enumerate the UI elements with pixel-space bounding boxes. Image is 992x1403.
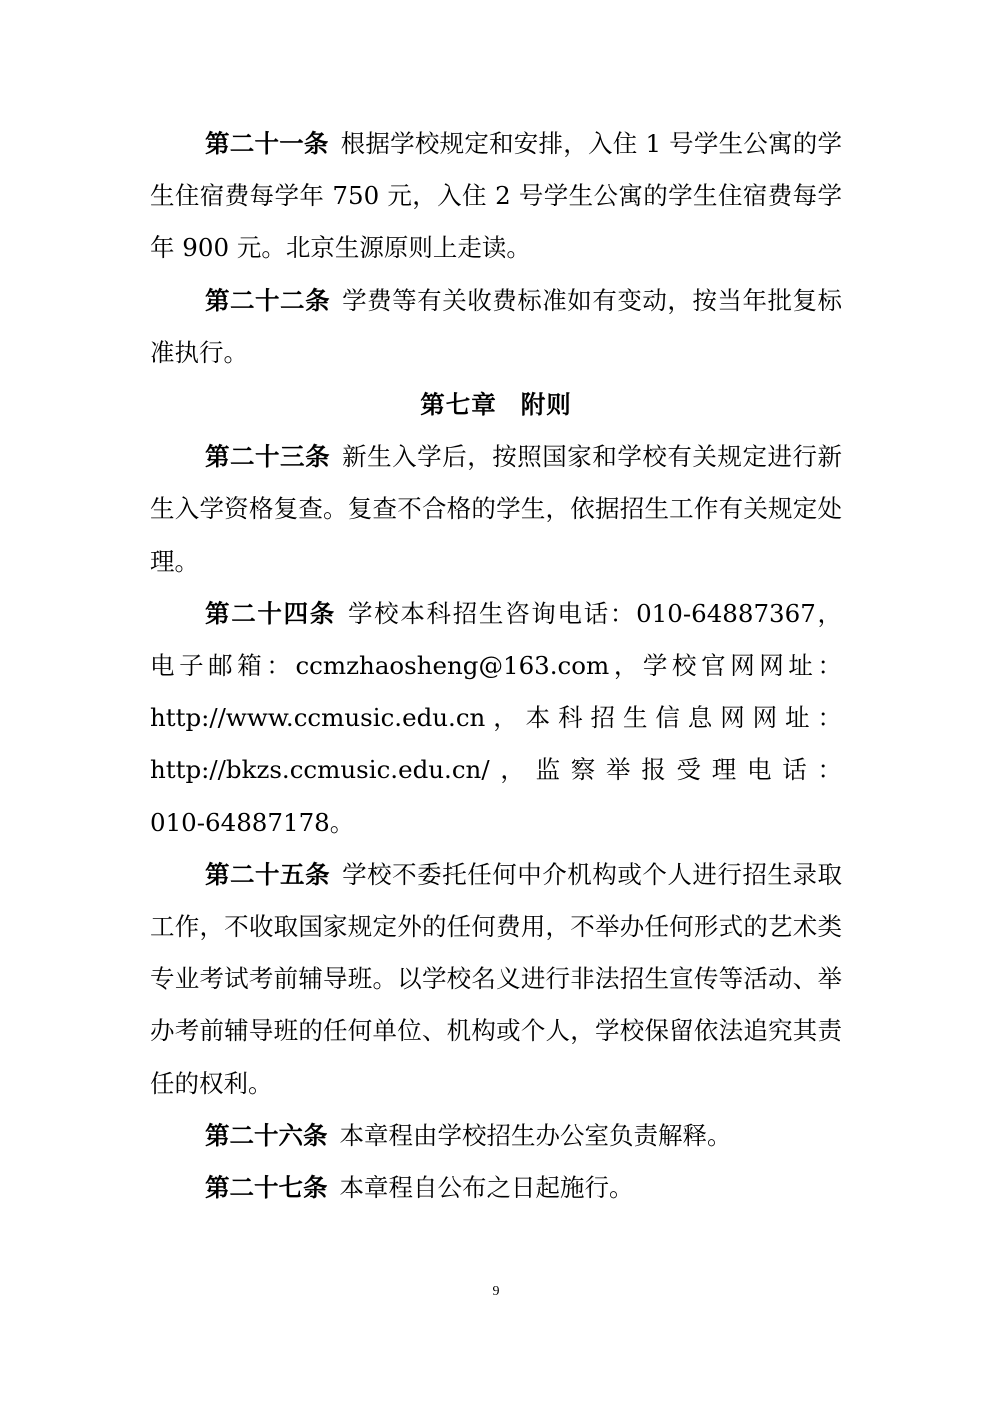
article-23-heading: 第二十三条 (205, 442, 331, 472)
chapter-heading (150, 379, 842, 431)
article-21 (150, 118, 842, 275)
article-26-text: 本章程由学校招生办公室负责解释。 (339, 1120, 732, 1150)
article-26 (150, 1110, 842, 1162)
article-23-text: 新生入学后，按照国家和学校有关规定进行新生入学资格复查。复查不合格的学生，依据招生工作有关规定处理。 (150, 442, 843, 576)
article-22-text: 学费等有关收费标准如有变动，按当年批复标准执行。 (150, 285, 843, 367)
article-24-website-line: http://www.ccmusic.edu.cn，本科招生信息网网址： (150, 703, 842, 733)
article-24-heading: 第二十四条 (205, 598, 336, 628)
article-24 (150, 588, 842, 849)
chapter-title: 附则 (520, 390, 572, 420)
article-27-text: 本章程自公布之日起施行。 (339, 1173, 634, 1203)
article-24-email-line: 电子邮箱：ccmzhaosheng@163.com，学校官网网址： (150, 651, 842, 681)
article-24-contact-phone: 学校本科招生咨询电话：010-64887367， (347, 598, 843, 628)
article-26-heading: 第二十六条 (205, 1120, 328, 1150)
article-25-heading: 第二十五条 (205, 859, 331, 889)
article-25-text: 学校不委托任何中介机构或个人进行招生录取工作，不收取国家规定外的任何费用，不举办任何形式的艺术类专业考试考前辅导班。以学校名义进行非法招生宣传等活动、举办考前辅导班的任何单位、机构或个人，学校保留依法追究其责任的权利。 (150, 859, 843, 1098)
article-21-heading: 第二十一条 (205, 129, 329, 158)
page-number: 9 (492, 1284, 500, 1299)
article-27 (150, 1162, 842, 1214)
article-21-text: 根据学校规定和安排，入住 1 号学生公寓的学生住宿费每学年 750 元，入住 2 号学生公寓的学生住宿费每学年 900 元。北京生源原则上走读。 (150, 129, 842, 263)
article-24-line-1 (150, 588, 842, 640)
article-24-info-site-line: http://bkzs.ccmusic.edu.cn/，监察举报受理电话： (150, 755, 842, 785)
article-25 (150, 849, 842, 1110)
article-24-report-phone-line: 010-64887178。 (150, 807, 355, 837)
document-page (150, 118, 842, 1214)
article-22-heading: 第二十二条 (205, 285, 331, 315)
article-27-heading: 第二十七条 (205, 1173, 328, 1203)
chapter-number: 第七章 (420, 390, 497, 420)
article-22 (150, 275, 842, 379)
article-23 (150, 431, 842, 588)
